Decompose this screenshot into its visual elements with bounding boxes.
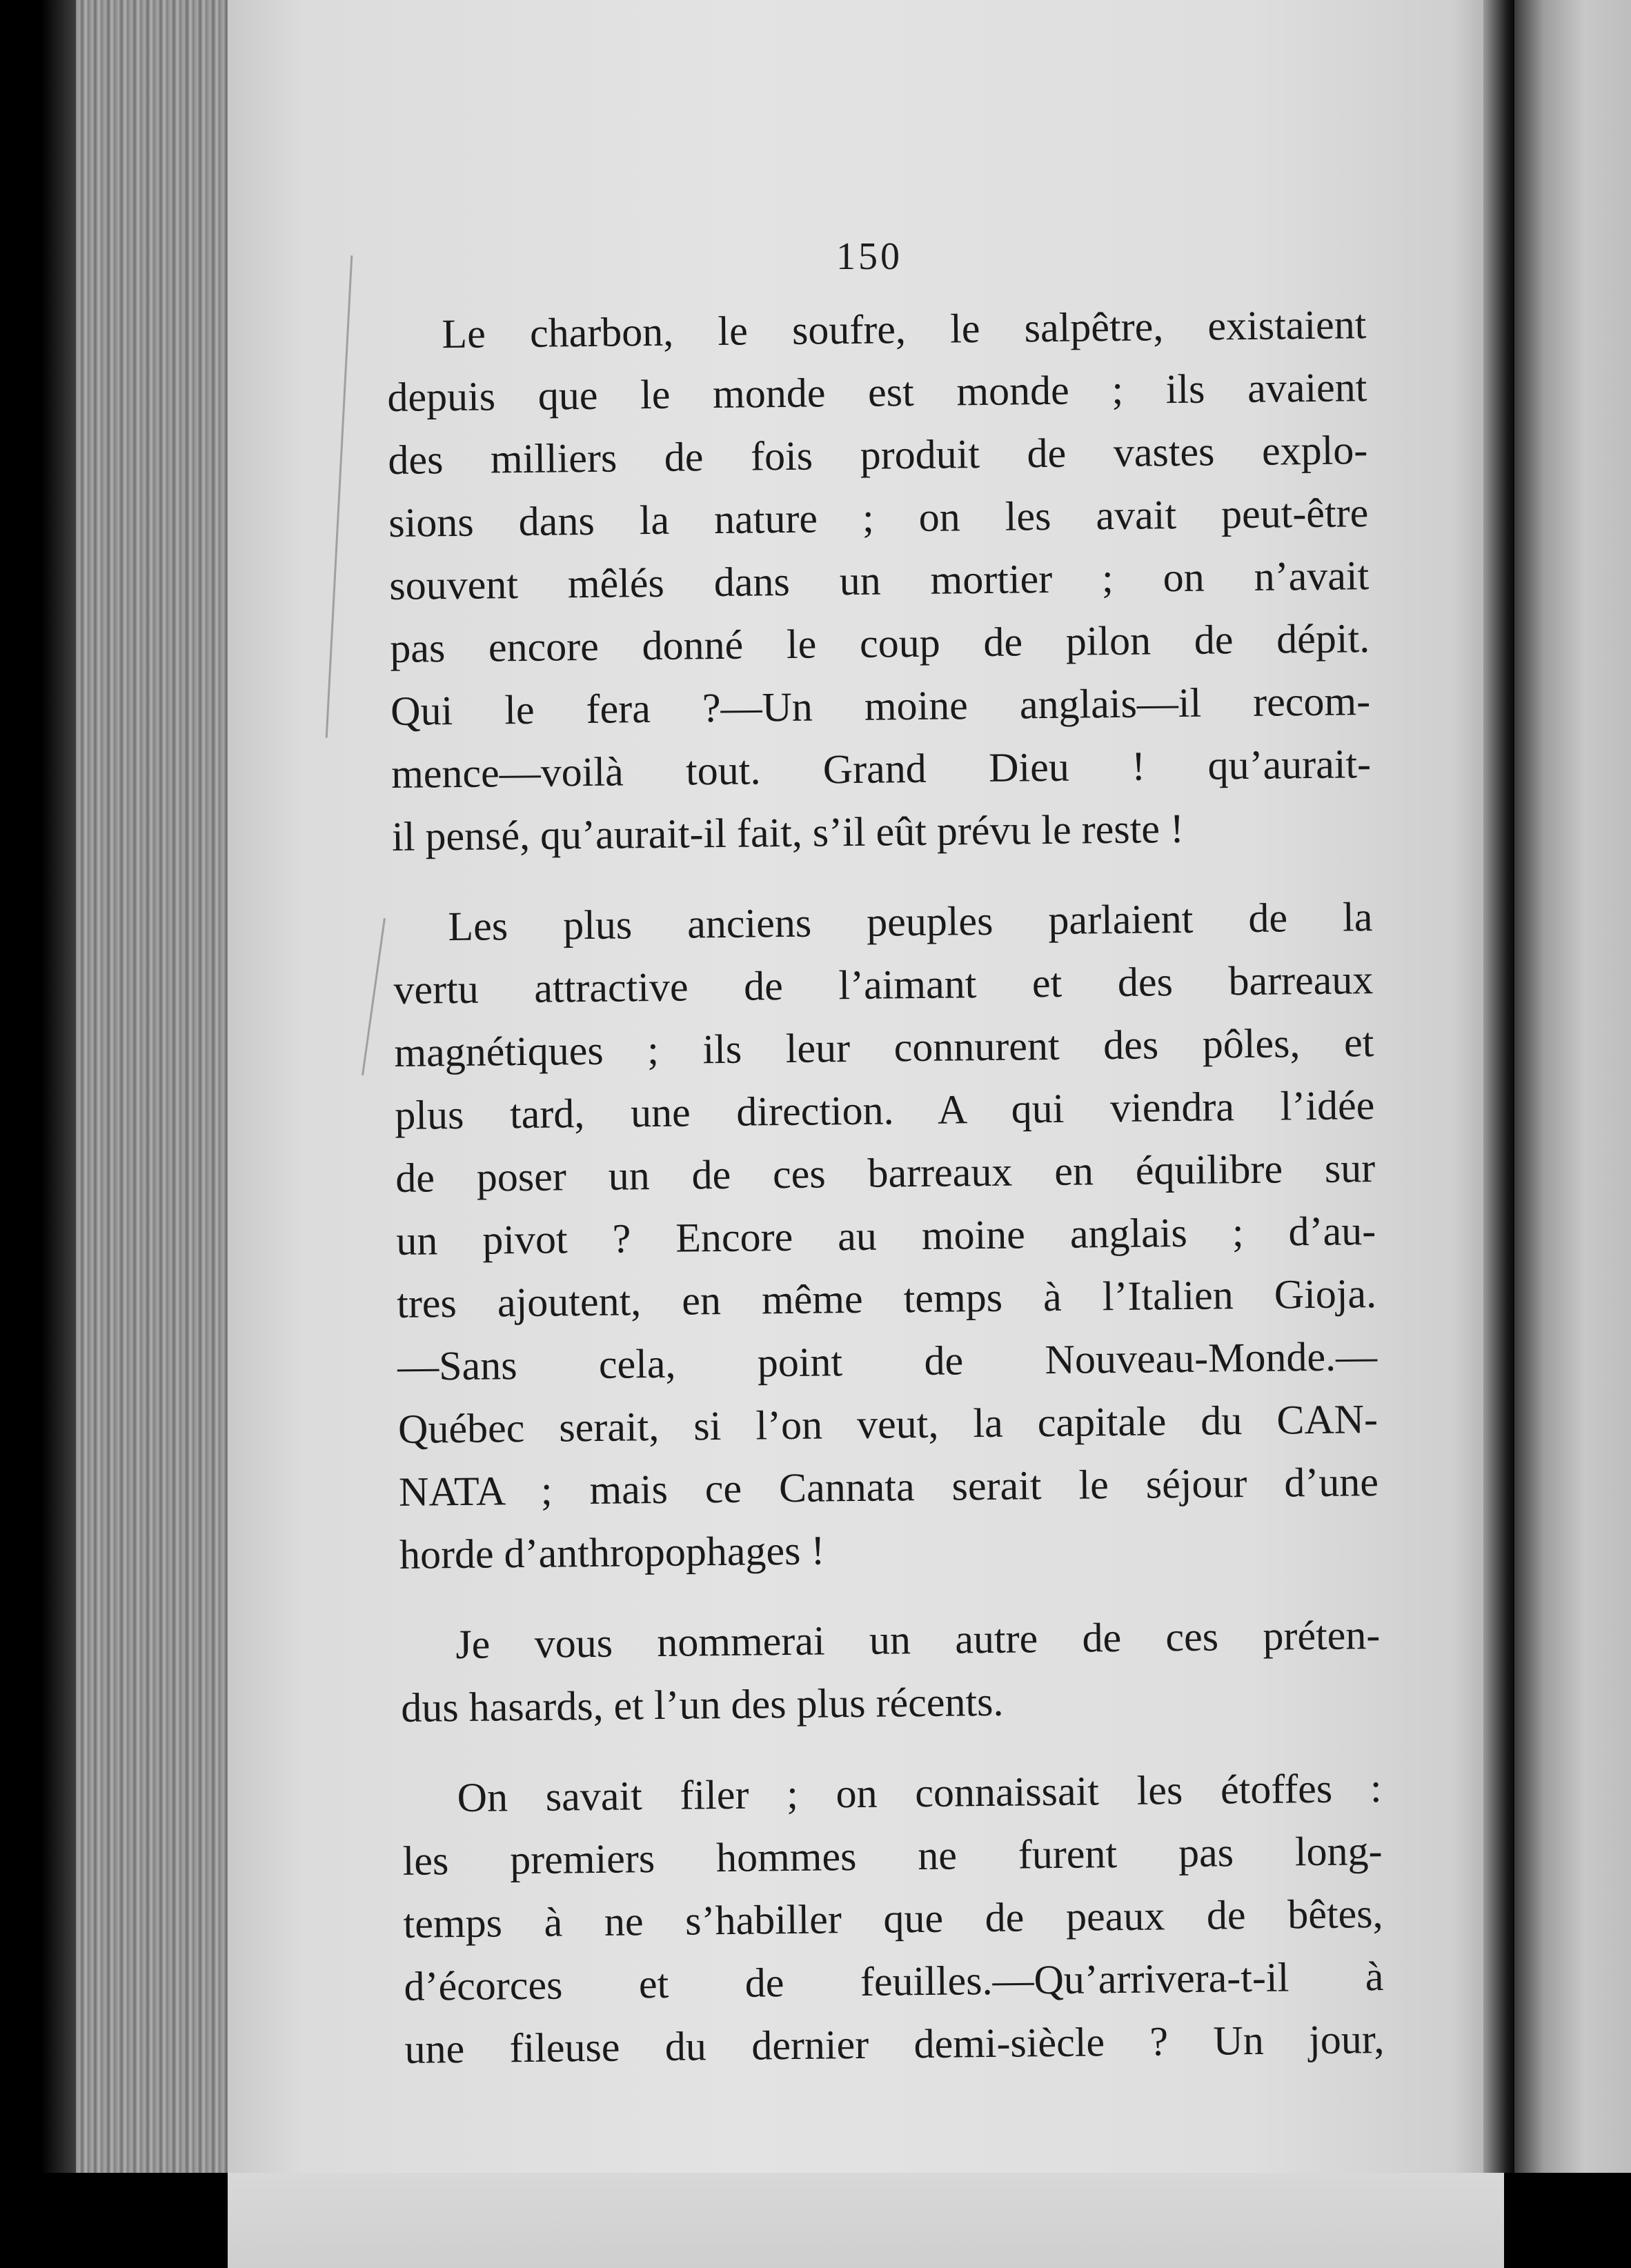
text-line: mence—voilà tout. Grand Dieu ! qu’aurait- — [391, 741, 1372, 797]
text-line: souvent mêlés dans un mortier ; on n’avait — [388, 553, 1370, 608]
paragraph — [400, 1604, 1381, 1740]
text-line: tres ajoutent, en même temps à l’Italien Gioja. — [396, 1271, 1377, 1326]
text-line: Qui le fera ?—Un moine anglais—il recom- — [390, 678, 1371, 734]
paragraph — [386, 293, 1372, 868]
text-line: plus tard, une direction. A qui viendra l’idée — [394, 1082, 1375, 1138]
text-line: horde d’anthropophages ! — [399, 1527, 825, 1578]
text-line: Québec serait, si l’on veut, la capitale du CAN- — [397, 1396, 1378, 1452]
text-line: —Sans cela, point de Nouveau-Monde.— — [397, 1333, 1378, 1389]
book-gutter — [1483, 0, 1518, 2268]
page-number: 150 — [836, 235, 902, 278]
text-line: Les plus anciens peuples parlaient de la — [448, 894, 1373, 950]
text-line: une fileuse du dernier demi-siècle ? Un jour, — [404, 2016, 1385, 2072]
text-line: il pensé, qu’aurait-il fait, s’il eût prévu le reste ! — [391, 805, 1185, 859]
text-line: depuis que le monde est monde ; ils avaient — [387, 364, 1367, 420]
text-line: Je vous nommerai un autre de ces préten- — [455, 1612, 1381, 1668]
paragraph — [393, 886, 1379, 1586]
text-line: pas encore donné le coup de pilon de dépit. — [389, 615, 1370, 671]
paragraph — [402, 1757, 1385, 2081]
text-line: Le charbon, le soufre, le salpêtre, existaient — [442, 301, 1367, 357]
text-line: On savait filer ; on connaissait les étoffes : — [457, 1765, 1382, 1821]
facing-page — [1514, 0, 1631, 2173]
stacked-page-edges — [76, 0, 235, 2173]
text-line: sions dans la nature ; on les avait peut-être — [388, 490, 1369, 546]
text-line: vertu attractive de l’aimant et des barreaux — [393, 957, 1374, 1013]
text-line: un pivot ? Encore au moine anglais ; d’au- — [395, 1208, 1376, 1264]
text-line: des milliers de fois produit de vastes explo- — [388, 427, 1368, 483]
text-line: magnétiques ; ils leur connurent des pôles, et — [394, 1019, 1374, 1075]
text-line: temps à ne s’habiller que de peaux de bêtes, — [403, 1891, 1383, 1947]
text-line: dus hasards, et l’un des plus récents. — [400, 1678, 1004, 1731]
text-line: les premiers hommes ne furent pas long- — [402, 1828, 1383, 1884]
text-line: d’écorces et de feuilles.—Qu’arrivera-t-il à — [404, 1953, 1384, 2009]
body-text — [386, 293, 1385, 2109]
text-line: NATA ; mais ce Cannata serait le séjour d’une — [398, 1459, 1379, 1515]
text-line: de poser un de ces barreaux en équilibre sur — [395, 1145, 1376, 1201]
page-bottom-edge — [228, 2173, 1504, 2268]
